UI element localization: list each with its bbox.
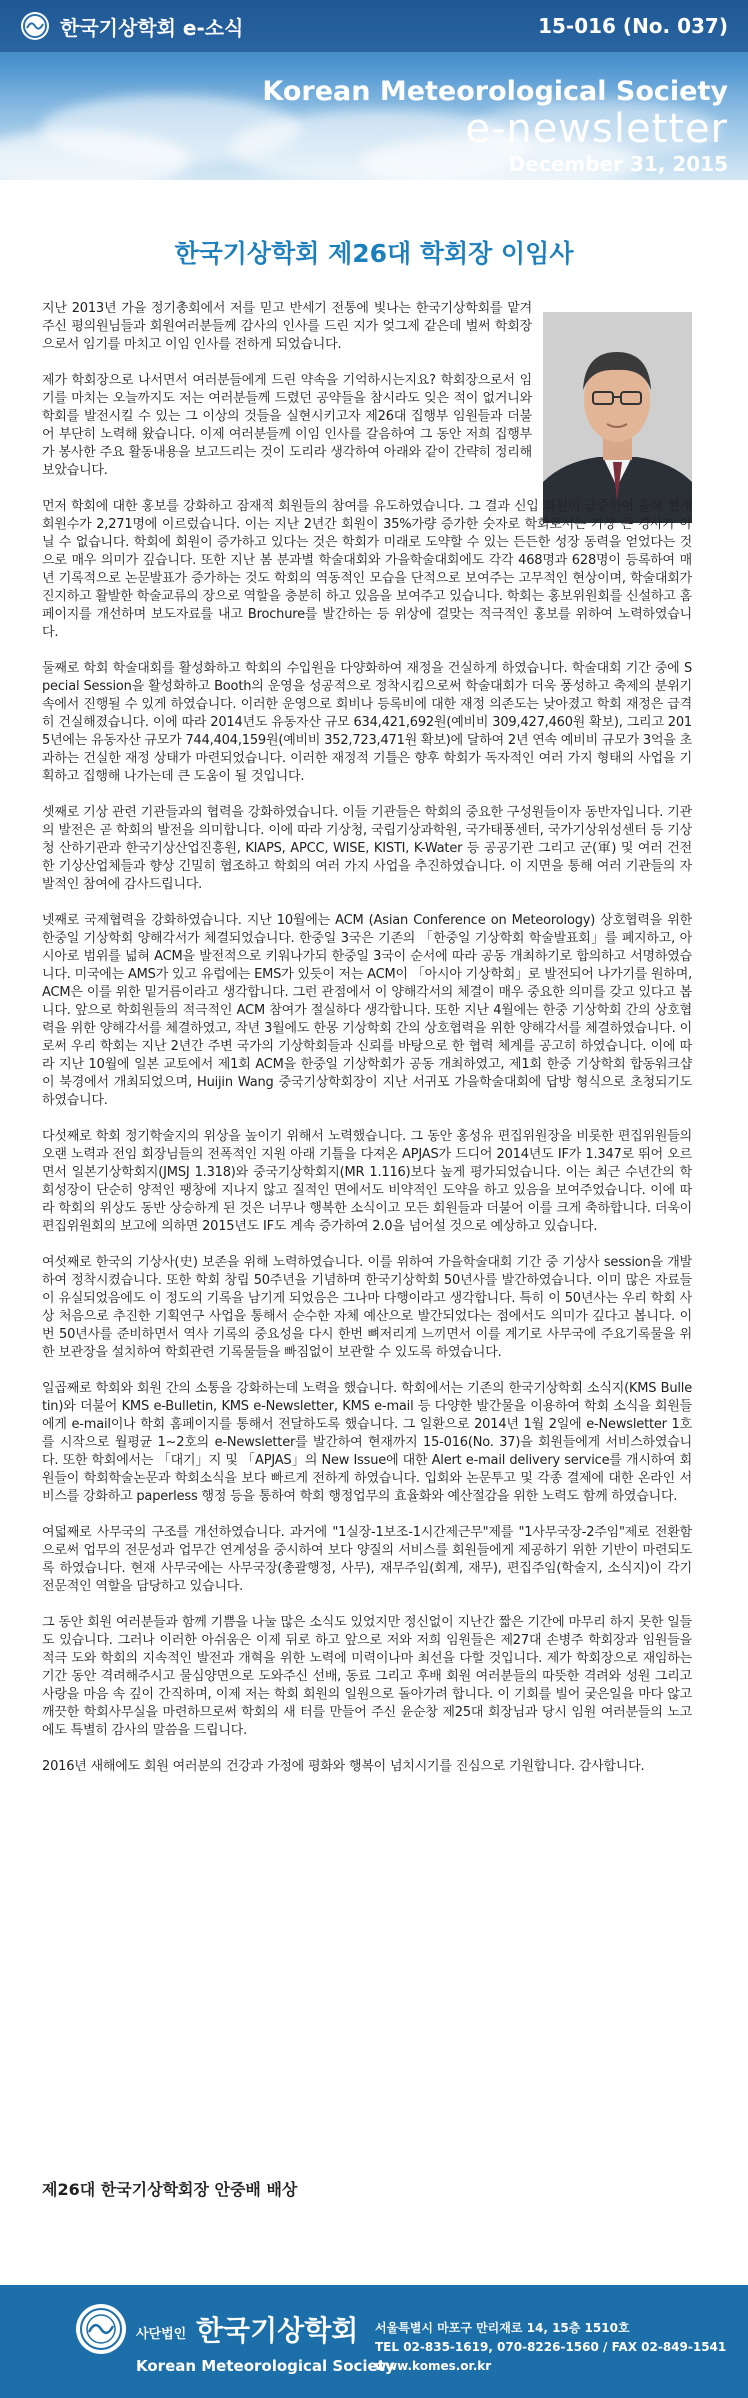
article-paragraph: 제가 학회장으로 나서면서 여러분들에게 드린 약속을 기억하시는지요? 학회장으로서 임기를 마치는 오늘까지도 저는 여러분들께 드렸던 공약들을 참시라도 잊은 적이 없거니와 학회를 발전시킬 수 있는 그 이상의 것들을 실현시키고자 제26대 집행부 임원들과 더불어 부단히 노력해 왔습니다. 이제 여러분들께 이임 인사를 갈음하여 그 동안 저희 집행부가 봉사한 주요 활동내용을 보고드리는 것이 도리라 생각하여 아래와 같이 간략히 정리해 보았습니다. <box>42 373 532 478</box>
society-name: Korean Meteorological Society <box>262 76 728 107</box>
article-paragraph: 둘째로 학회 학술대회를 활성화하고 학회의 수입원을 다양화하여 재정을 건실하게 하였습니다. 학술대회 기간 중에 Special Session을 활성화하고 Booth의 운영을 성공적으로 정착시킴으로써 학술대회가 더욱 풍성하고 축제의 분위기 속에서 진행될 수 있게 하였습니다. 이러한 운영으로 회비나 등록비에 대한 재정 의존도는 낮아졌고 학회 재정은 급격히 건실해졌습니다. 이에 따라 2014년도 유동자산 규모 634,421,692원(예비비 309,427,460원 확보), 그리고 2015년에는 유동자산 규모가 744,404,159원(예비비 352,723,471원 확보)에 달하여 2년 연속 예비비 규모가 3억을 초과하는 건실한 재정 상태가 마련되었습니다. 이러한 재정적 기틀은 향후 학회가 독자적인 여러 가지 형태의 사업을 기획하고 집행해 나가는데 큰 도움이 될 것입니다. <box>42 661 692 784</box>
footer-korean-name: 한국기상학회 <box>196 2314 359 2347</box>
footer-phone: TEL 02-835-1619, 070-8226-1560 / FAX 02-849-1541 <box>375 2340 727 2354</box>
footer-contact <box>375 2319 726 2376</box>
kms-seal-icon <box>75 2303 127 2355</box>
footer-prefix: 사단법인 <box>136 2327 187 2342</box>
kms-logo-icon <box>20 11 50 41</box>
article-paragraph: 지난 2013년 가을 정기총회에서 저를 믿고 반세기 전통에 빛나는 한국기상학회를 맡겨주신 평의원님들과 회원여러분들께 감사의 인사를 드린 지가 엊그제 같은데 벌써 학회장으로서 임기를 마치고 이임 인사를 전하게 되었습니다. <box>42 301 532 352</box>
issue-date: December 31, 2015 <box>508 152 728 176</box>
footer-website[interactable]: www.komes.or.kr <box>375 2359 492 2373</box>
newsletter-header <box>0 0 748 180</box>
header-korean-title: 한국기상학회 e-소식 <box>60 16 244 40</box>
article-title: 한국기상학회 제26대 학회장 이임사 <box>174 239 574 268</box>
article-paragraph: 여섯째로 한국의 기상사(史) 보존을 위해 노력하였습니다. 이를 위하여 가을학술대회 기간 중 기상사 session을 개발하여 정착시켰습니다. 또한 학회 창립 50주년을 기념하며 한국기상학회 50년사를 발간하였습니다. 이미 많은 자료들이 유실되었음에도 이 정도의 기록을 남기게 되었음은 그나마 다행이라고 생각합니다. 특히 이 50년사는 우리 학회 사상 처음으로 추진한 기획연구 사업을 통해서 순수한 자체 예산으로 발간되었다는 점에서도 의미가 깊다고 봅니다. 이번 50년사를 준비하면서 역사 기록의 중요성을 다시 한번 뼈저리게 느끼면서 이를 계기로 사무국에 주요기록물을 위한 보관장을 설치하여 학회관련 기록물들을 빠짐없이 보관할 수 있도록 하였습니다. <box>42 1255 692 1360</box>
signature: 제26대 한국기상학회장 안중배 배상 <box>42 2180 298 2199</box>
article-paragraph: 먼저 학회에 대한 홍보를 강화하고 잠재적 회원들의 참여를 유도하였습니다. 그 결과 신입 회원이 급증하여 올해 현재 회원수가 2,271명에 이르렀습니다. 이는 지난 2년간 회원이 35%가량 증가한 숫자로 학회로서는 가장 큰 경사가 아닐 수 없습니다. 학회에 회원이 증가하고 있다는 것은 학회가 미래로 도약할 수 있는 든든한 성장 동력을 얻었다는 것으로 매우 의미가 깊습니다. 또한 지난 봄 분과별 학술대회와 가을학술대회에도 각각 468명과 628명이 등록하여 매년 기록적으로 논문발표가 증가하는 것도 학회의 역동적인 모습을 단적으로 보여주는 고무적인 현상이며, 학술대회가 진지하고 활발한 학술교류의 장으로 역할을 충분히 하고 있음을 보여주고 있습니다. 학회는 홍보위원회를 신설하고 홈페이지를 개선하며 보도자료를 내고 Brochure를 발간하는 등 위상에 걸맞는 적극적인 홍보를 위하여 노력하였습니다. <box>42 499 692 640</box>
article-body <box>42 300 692 1794</box>
article-paragraph: 여덟째로 사무국의 구조를 개선하였습니다. 과거에 "1실장-1보조-1시간제근무"제를 "1사무국장-2주임"제로 전환함으로써 업무의 전문성과 업무간 연계성을 중시하여 보다 양질의 서비스를 회원들에게 제공하기 위한 기반이 마련되도록 하였습니다. 현재 사무국에는 사무국장(총괄행정, 사무), 재무주임(회계, 재무), 편집주임(학술지, 소식지)이 각기 전문적인 역할을 담당하고 있습니다. <box>42 1525 692 1594</box>
newsletter-footer <box>0 2285 748 2398</box>
article-paragraph: 셋째로 기상 관련 기관들과의 협력을 강화하였습니다. 이들 기관들은 학회의 중요한 구성원들이자 동반자입니다. 기관의 발전은 곧 학회의 발전을 의미합니다. 이에 따라 기상청, 국립기상과학원, 국가태풍센터, 국가기상위성센터 등 기상청 산하기관과 한국기상산업진흥원, KIAPS, APCC, WISE, KISTI, K-Water 등 공공기관 그리고 군(軍) 및 여러 건전한 기상산업체들과 향상 긴밀히 협조하고 학회의 여러 가지 사업을 추진하였습니다. 이 지면을 통해 여러 기관들의 자발적인 참여에 감사드립니다. <box>42 805 692 892</box>
article-paragraph: 2016년 새해에도 회원 여러분의 건강과 가정에 평화와 행복이 넘치시기를 진심으로 기원합니다. 감사합니다. <box>42 1759 645 1774</box>
footer-english-name: Korean Meteorological Society <box>136 2357 395 2375</box>
article-paragraph: 넷째로 국제협력을 강화하였습니다. 지난 10월에는 ACM (Asian Conference on Meteorology) 상호협력을 위한 한중일 기상학회 양해각서가 체결되었습니다. 한중일 3국은 기존의 「한중일 기상학회 학술발표회」를 폐지하고, 아시아로 범위를 넓혀 ACM을 발전적으로 키워나가되 한중일 3국이 순서에 따라 공동 개최하기로 합의하고 서명하였습니다. 미국에는 AMS가 있고 유럽에는 EMS가 있듯이 저는 ACM이 「아시아 기상학회」로 발전되어 나가기를 원하며, ACM은 이를 위한 밑거름이라고 생각합니다. 그런 관점에서 이 양해각서의 체결이 매우 중요한 의미를 갖고 있다고 봅니다. 앞으로 학회원들의 적극적인 ACM 참여가 절실하다 생각합니다. 또한 지난 4월에는 한중 기상학회 간의 상호협력을 위한 양해각서를 체결하였고, 작년 3월에도 한몽 기상학회 간의 상호협력을 위한 양해각서를 체결하였습니다. 이로써 우리 학회는 지난 2년간 주변 국가의 기상학회들과 신뢰를 바탕으로 한 협력 체계를 공고히 하였습니다. 이에 따라 지난 10월에 일본 교토에서 제1회 ACM을 한중일 기상학회가 공동 개최하였고, 제1회 한중 기상학회 합동워크샵이 북경에서 개최되었으며, Huijin Wang 중국기상학회장이 지난 서귀포 가을학술대회에 답방 형식으로 초청되기도 하였습니다. <box>42 913 692 1108</box>
article-paragraph: 일곱째로 학회와 회원 간의 소통을 강화하는데 노력을 했습니다. 학회에서는 기존의 한국기상학회 소식지(KMS Bulletin)와 더불어 KMS e-Bulletin, KMS e-Newsletter, KMS e-mail 등 다양한 발간물을 이용하여 학회 소식을 회원들에게 e-mail이나 학회 홈페이지를 통해서 전달하도록 했습니다. 그 일환으로 2014년 1월 2일에 e-Newsletter 1호를 시작으로 월평균 1~2호의 e-Newsletter를 발간하여 현재까지 15-016(No. 37)을 회원들에게 서비스하였습니다. 또한 학회에서는 「대기」지 및 「APJAS」의 New Issue에 대한 Alert e-mail delivery service를 개시하여 회원들이 학회학술논문과 학회소식을 보다 빠르게 전하게 하였습니다. 입회와 논문투고 및 각종 결제에 대한 온라인 서비스를 강화하고 paperless 행정 등을 통하여 학회 행정업무의 효율화와 예산절감을 위한 노력도 함께 하였습니다. <box>42 1381 692 1504</box>
footer-address: 서울특별시 마포구 만리재로 14, 15층 1510호 <box>375 2321 630 2335</box>
enewsletter-title: e-newsletter <box>465 106 728 152</box>
issue-number: 15-016 (No. 037) <box>538 14 728 38</box>
article-paragraph: 그 동안 회원 여러분들과 함께 기쁨을 나눌 많은 소식도 있었지만 정신없이 지난간 짧은 기간에 마무리 하지 못한 일들도 있습니다. 그러나 이러한 아쉬움은 이제 뒤로 하고 앞으로 저와 저희 임원들은 제27대 손병주 학회장과 임원들을 적극 도와 학회의 지속적인 발전과 개혁을 위한 노력에 미력이나마 최선을 다할 것입니다. 제가 학회장으로 재임하는 기간 동안 격려해주시고 물심양면으로 도와주신 선배, 동료 그리고 후배 회원 여러분들의 따뜻한 격려와 성원 그리고 사랑을 마음 속 깊이 간직하며, 이제 저는 학회 회원의 일원으로 돌아가려 합니다. 이 기회를 빌어 궂은일을 마다 않고 깨끗한 학회사무실을 마련하므로써 학회의 새 터를 만들어 주신 윤순창 제25대 회장님과 당시 임원 여러분들의 노고에도 특별히 감사의 말씀을 드립니다. <box>42 1615 692 1738</box>
article-paragraph: 다섯째로 학회 정기학술지의 위상을 높이기 위해서 노력했습니다. 그 동안 홍성유 편집위원장을 비롯한 편집위원들의 오랜 노력과 전임 회장님들의 전폭적인 지원 아래 기틀을 다져온 APJAS가 드디어 2014년도 IF가 1.347로 뛰어 오르면서 일본기상학회지(JMSJ 1.318)와 중국기상학회지(MR 1.116)보다 높게 평가되었습니다. 이는 최근 수년간의 학회성장이 단순히 양적인 팽창에 지나지 않고 질적인 면에서도 비약적인 도약을 하고 있음을 보여주었습니다. 이에 따라 학회의 위상도 동반 상승하게 된 것은 너무나 행복한 소식이고 모든 회원들과 더불어 이를 크게 축하합니다. 더욱이 편집위원회의 보고에 의하면 2015년도 IF도 계속 증가하여 2.0을 넘어설 것으로 예상하고 있습니다. <box>42 1129 692 1234</box>
